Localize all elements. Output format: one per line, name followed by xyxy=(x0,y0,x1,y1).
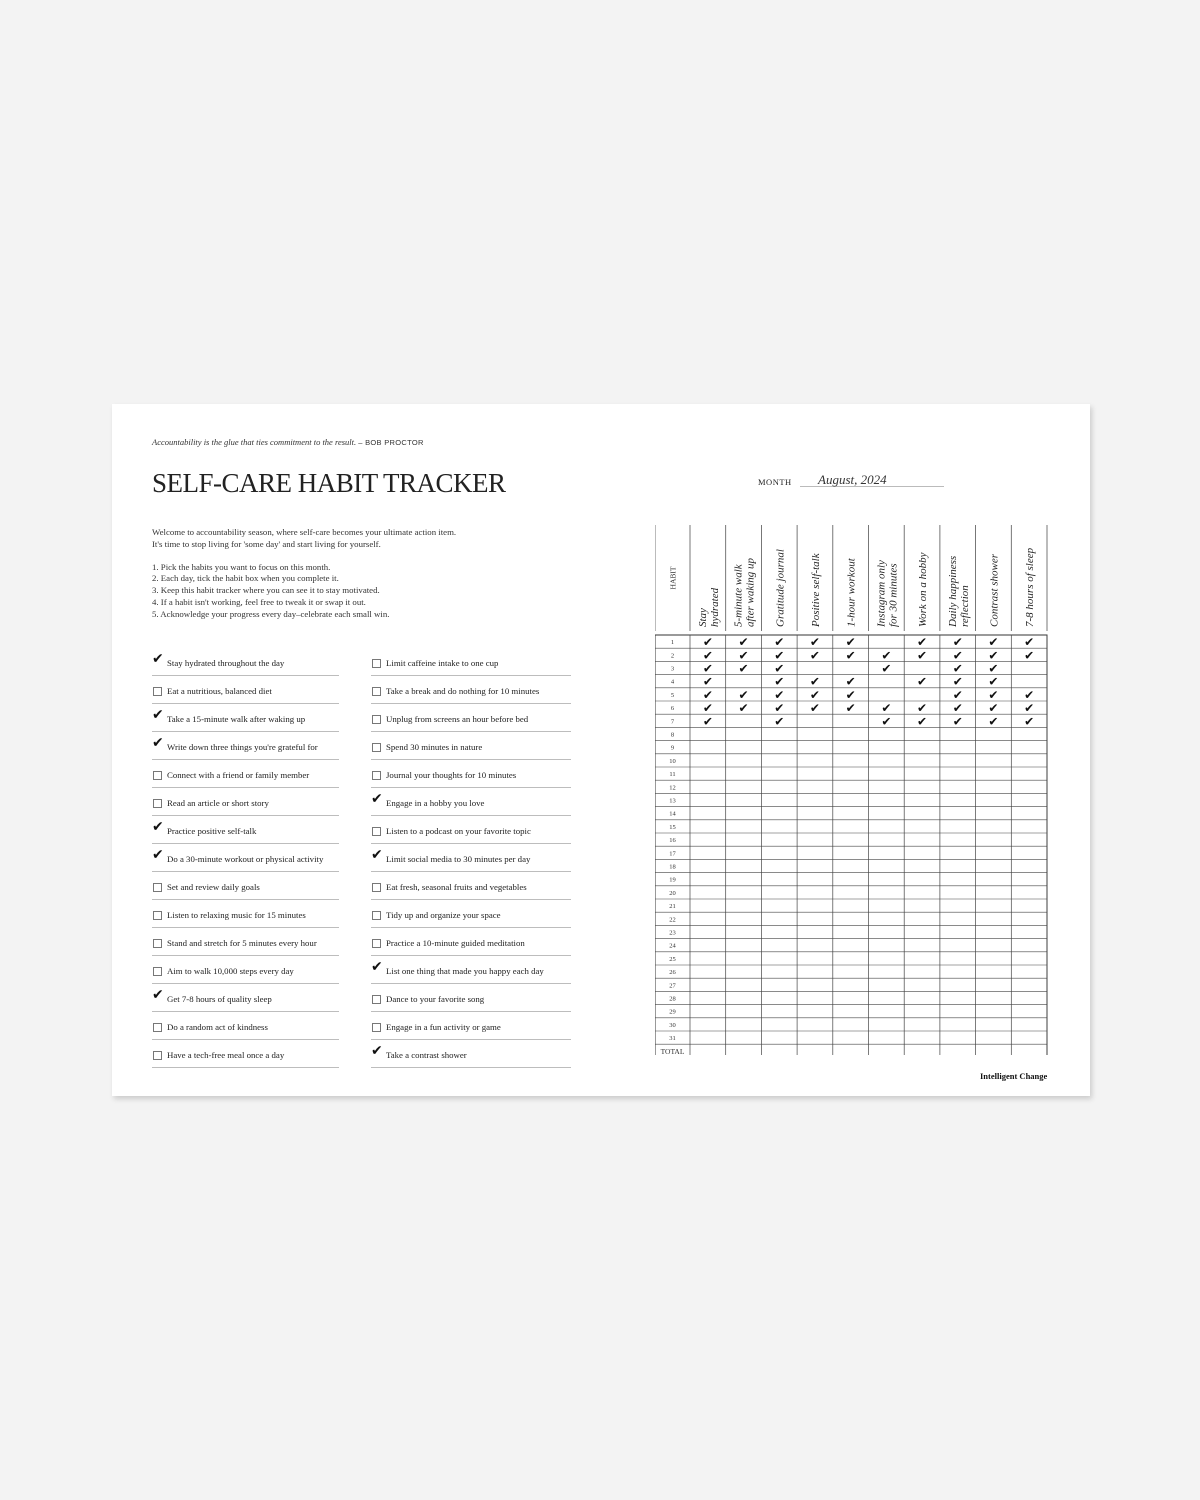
checklist-item[interactable] xyxy=(152,929,339,956)
tracker-checkmark[interactable]: ✔ xyxy=(738,701,749,716)
checklist-item[interactable] xyxy=(152,761,339,788)
checklist-item-label: Do a 30-minute workout or physical activity xyxy=(167,854,324,864)
tracker-checkmark[interactable]: ✔ xyxy=(881,648,892,663)
habit-name[interactable]: reflection xyxy=(958,585,971,627)
checklist-item[interactable] xyxy=(371,873,571,900)
habit-checklist-left xyxy=(152,649,339,1069)
checklist-item[interactable] xyxy=(371,1041,571,1068)
checkbox[interactable] xyxy=(153,883,162,892)
tracker-checkmark[interactable]: ✔ xyxy=(952,687,963,702)
tracker-checkmark[interactable]: ✔ xyxy=(952,661,963,676)
tracker-checkmark[interactable]: ✔ xyxy=(845,674,856,689)
checkmark-icon[interactable]: ✔ xyxy=(152,707,164,723)
checklist-item[interactable] xyxy=(152,901,339,928)
checklist-item-label: Spend 30 minutes in nature xyxy=(386,742,483,752)
checklist-item[interactable] xyxy=(371,677,571,704)
checklist-item[interactable] xyxy=(152,873,339,900)
tracker-checkmark[interactable]: ✔ xyxy=(988,687,999,702)
tracker-checkmark[interactable]: ✔ xyxy=(702,648,713,663)
checkmark-icon[interactable]: ✔ xyxy=(152,819,164,835)
checkmark-icon[interactable]: ✔ xyxy=(152,735,164,751)
habit-name[interactable]: Work on a hobby xyxy=(917,552,930,627)
checkmark-icon[interactable]: ✔ xyxy=(152,651,164,667)
habit-tracker-grid xyxy=(655,525,1049,1055)
checkbox[interactable] xyxy=(372,715,381,724)
instruction-step: 5. Acknowledge your progress every day–celebrate each small win. xyxy=(152,608,390,619)
tracker-checkmark[interactable]: ✔ xyxy=(988,648,999,663)
checkbox[interactable] xyxy=(372,659,381,668)
checklist-item-label: Listen to a podcast on your favorite topic xyxy=(386,826,531,836)
checkbox[interactable] xyxy=(153,967,162,976)
day-number: 29 xyxy=(669,1008,676,1016)
tracker-checkmark[interactable]: ✔ xyxy=(881,701,892,716)
checkbox[interactable] xyxy=(372,939,381,948)
tracker-checkmark[interactable]: ✔ xyxy=(774,701,785,716)
checklist-item[interactable] xyxy=(152,649,339,676)
intro xyxy=(152,527,572,621)
checklist-item-label: Stay hydrated throughout the day xyxy=(167,658,285,668)
tracker-page xyxy=(112,404,1090,1096)
instruction-step: 4. If a habit isn't working, feel free to tweak it or swap it out. xyxy=(152,596,366,607)
instruction-list xyxy=(152,562,572,621)
checklist-item-label: Eat fresh, seasonal fruits and vegetables xyxy=(386,882,527,892)
checklist-item-label: Eat a nutritious, balanced diet xyxy=(167,686,272,696)
intro-line: Welcome to accountability season, where self-care becomes your ultimate action item. xyxy=(152,527,457,537)
checklist-item-label: Limit caffeine intake to one cup xyxy=(386,658,499,668)
tracker-checkmark[interactable]: ✔ xyxy=(988,661,999,676)
checklist-item[interactable] xyxy=(371,929,571,956)
tracker-checkmark[interactable]: ✔ xyxy=(917,674,928,689)
checklist-item-label: Limit social media to 30 minutes per day xyxy=(386,854,531,864)
checkbox[interactable] xyxy=(153,799,162,808)
checkbox[interactable] xyxy=(372,771,381,780)
quote xyxy=(152,437,424,447)
tracker-checkmark[interactable]: ✔ xyxy=(702,714,713,729)
checklist-item-label: Write down three things you're grateful for xyxy=(167,742,318,752)
checklist-item-label: Practice positive self-talk xyxy=(167,826,257,836)
month-field[interactable]: August, 2024 xyxy=(818,472,887,487)
brand-logo: Intelligent Change xyxy=(980,1071,1048,1081)
quote-text: Accountability is the glue that ties commitment to the result. xyxy=(152,437,357,447)
habit-name[interactable]: Stay xyxy=(696,608,709,627)
checklist-item-label: Unplug from screens an hour before bed xyxy=(386,714,529,724)
checkbox[interactable] xyxy=(372,1023,381,1032)
habit-name[interactable]: Positive self-talk xyxy=(809,553,822,627)
tracker-checkmark[interactable]: ✔ xyxy=(774,674,785,689)
habit-name[interactable]: Instagram only xyxy=(875,560,888,627)
tracker-checkmark[interactable]: ✔ xyxy=(845,687,856,702)
checklist-item[interactable] xyxy=(371,845,571,872)
day-number: 31 xyxy=(669,1035,676,1043)
checkbox[interactable] xyxy=(372,911,381,920)
tracker-checkmark[interactable]: ✔ xyxy=(845,648,856,663)
tracker-checkmark[interactable]: ✔ xyxy=(881,714,892,729)
day-number: 11 xyxy=(669,771,676,779)
tracker-checkmark[interactable]: ✔ xyxy=(952,714,963,729)
checklist-item-label: Practice a 10-minute guided meditation xyxy=(386,938,525,948)
day-number: 2 xyxy=(670,652,675,660)
checkbox[interactable] xyxy=(153,939,162,948)
day-number: 24 xyxy=(669,942,676,950)
checklist-item-label: Set and review daily goals xyxy=(167,882,260,892)
tracker-checkmark[interactable]: ✔ xyxy=(774,635,785,650)
tracker-checkmark[interactable]: ✔ xyxy=(917,648,928,663)
day-number: 4 xyxy=(670,678,675,686)
day-number: 17 xyxy=(669,850,676,858)
checklist-item-label: Take a 15-minute walk after waking up xyxy=(167,714,306,724)
habit-name[interactable]: 7-8 hours of sleep xyxy=(1024,547,1037,627)
day-number: 5 xyxy=(670,691,675,699)
checkmark-icon[interactable]: ✔ xyxy=(371,847,383,863)
checklist-item[interactable] xyxy=(152,845,339,872)
checkbox[interactable] xyxy=(372,995,381,1004)
tracker-checkmark[interactable]: ✔ xyxy=(1024,714,1035,729)
habit-name[interactable]: Contrast shower xyxy=(988,553,1001,627)
tracker-checkmark[interactable]: ✔ xyxy=(702,674,713,689)
habit-name[interactable]: for 30 minutes xyxy=(887,563,900,627)
checklist-item-label: Have a tech-free meal once a day xyxy=(167,1050,285,1060)
checklist-item[interactable] xyxy=(371,761,571,788)
tracker-checkmark[interactable]: ✔ xyxy=(917,701,928,716)
day-number: 7 xyxy=(670,718,675,726)
tracker-checkmark[interactable]: ✔ xyxy=(917,635,928,650)
checkbox[interactable] xyxy=(153,911,162,920)
tracker-checkmark[interactable]: ✔ xyxy=(952,674,963,689)
intro-line: It's time to stop living for 'some day' and start living for yourself. xyxy=(152,538,381,549)
checklist-item-label: Connect with a friend or family member xyxy=(167,770,310,780)
tracker-checkmark[interactable]: ✔ xyxy=(774,687,785,702)
month-label: MONTH xyxy=(758,477,792,487)
checklist-item-label: Stand and stretch for 5 minutes every hour xyxy=(167,938,317,948)
habit-name[interactable]: Gratitude journal xyxy=(774,549,787,627)
checkbox[interactable] xyxy=(153,771,162,780)
checklist-item[interactable] xyxy=(371,649,571,676)
day-number: 23 xyxy=(669,929,676,937)
checklist-item[interactable] xyxy=(371,985,571,1012)
day-number: 1 xyxy=(670,639,675,647)
checkbox[interactable] xyxy=(372,827,381,836)
checkbox[interactable] xyxy=(372,883,381,892)
habit-name[interactable]: 5-minute walk xyxy=(732,564,745,627)
checklist-item[interactable] xyxy=(152,817,339,844)
checklist-item[interactable] xyxy=(152,957,339,984)
day-number: 27 xyxy=(669,982,676,990)
checklist-item-label: Read an article or short story xyxy=(167,798,269,808)
checklist-item[interactable] xyxy=(152,789,339,816)
checklist-item-label: Aim to walk 10,000 steps every day xyxy=(167,966,294,976)
tracker-checkmark[interactable]: ✔ xyxy=(845,701,856,716)
tracker-checkmark[interactable]: ✔ xyxy=(809,687,820,702)
tracker-checkmark[interactable]: ✔ xyxy=(1024,635,1035,650)
checklist-item[interactable] xyxy=(371,733,571,760)
tracker-checkmark[interactable]: ✔ xyxy=(702,687,713,702)
checklist-item-label: Do a random act of kindness xyxy=(167,1022,268,1032)
day-number: 12 xyxy=(669,784,676,792)
checklist-item-label: Journal your thoughts for 10 minutes xyxy=(386,770,517,780)
tracker-checkmark[interactable]: ✔ xyxy=(774,661,785,676)
instruction-step: 2. Each day, tick the habit box when you complete it. xyxy=(152,573,339,584)
tracker-checkmark[interactable]: ✔ xyxy=(809,635,820,650)
tracker-checkmark[interactable]: ✔ xyxy=(845,635,856,650)
day-number: 22 xyxy=(669,916,676,924)
tracker-checkmark[interactable]: ✔ xyxy=(952,635,963,650)
tracker-checkmark[interactable]: ✔ xyxy=(988,674,999,689)
day-number: 18 xyxy=(669,863,676,871)
total-label: TOTAL xyxy=(660,1046,685,1055)
checklist-item[interactable] xyxy=(152,985,339,1012)
tracker-checkmark[interactable]: ✔ xyxy=(917,714,928,729)
habit-checklist-right xyxy=(371,649,571,1069)
checkbox[interactable] xyxy=(372,743,381,752)
tracker-checkmark[interactable]: ✔ xyxy=(1024,701,1035,716)
day-number: 3 xyxy=(670,665,675,673)
checklist-item[interactable] xyxy=(371,1013,571,1040)
checklist-item[interactable] xyxy=(152,705,339,732)
page-title: SELF-CARE HABIT TRACKER xyxy=(152,468,506,498)
tracker-checkmark[interactable]: ✔ xyxy=(738,661,749,676)
checklist-item-label: Get 7-8 hours of quality sleep xyxy=(167,994,272,1004)
checklist-item-label: Take a contrast shower xyxy=(386,1050,467,1060)
tracker-checkmark[interactable]: ✔ xyxy=(738,635,749,650)
checklist-item[interactable] xyxy=(371,817,571,844)
day-number: 19 xyxy=(669,876,676,884)
checkbox[interactable] xyxy=(153,687,162,696)
quote-author: – BOB PROCTOR xyxy=(358,438,424,447)
checkmark-icon[interactable]: ✔ xyxy=(152,987,164,1003)
day-number: 20 xyxy=(669,889,676,897)
tracker-checkmark[interactable]: ✔ xyxy=(702,635,713,650)
tracker-checkmark[interactable]: ✔ xyxy=(1024,687,1035,702)
day-number: 9 xyxy=(670,744,675,752)
day-number: 26 xyxy=(669,969,676,977)
checkmark-icon[interactable]: ✔ xyxy=(371,959,383,975)
day-number: 28 xyxy=(669,995,676,1003)
day-number: 6 xyxy=(670,705,675,713)
checklist-item[interactable] xyxy=(152,677,339,704)
tracker-checkmark[interactable]: ✔ xyxy=(952,648,963,663)
instruction-step: 3. Keep this habit tracker where you can see it to stay motivated. xyxy=(152,585,380,596)
checklist-item-label: Listen to relaxing music for 15 minutes xyxy=(167,910,306,920)
tracker-checkmark[interactable]: ✔ xyxy=(809,701,820,716)
checkmark-icon[interactable]: ✔ xyxy=(152,847,164,863)
checkbox[interactable] xyxy=(372,687,381,696)
habit-column-header: HABIT xyxy=(668,566,678,590)
tracker-checkmark[interactable]: ✔ xyxy=(809,674,820,689)
tracker-checkmark[interactable]: ✔ xyxy=(881,661,892,676)
checklist-item[interactable] xyxy=(152,1013,339,1040)
day-number: 25 xyxy=(669,955,676,963)
checklist-item[interactable] xyxy=(152,733,339,760)
day-number: 14 xyxy=(669,810,676,818)
checkmark-icon[interactable]: ✔ xyxy=(371,1043,383,1059)
checklist-item-label: List one thing that made you happy each day xyxy=(386,966,544,976)
checklist-item-label: Engage in a hobby you love xyxy=(386,798,485,808)
checklist-item-label: Engage in a fun activity or game xyxy=(386,1022,501,1032)
checklist-item-label: Dance to your favorite song xyxy=(386,994,485,1004)
tracker-checkmark[interactable]: ✔ xyxy=(738,687,749,702)
checklist-item[interactable] xyxy=(371,901,571,928)
day-number: 13 xyxy=(669,797,676,805)
tracker-checkmark[interactable]: ✔ xyxy=(702,701,713,716)
tracker-checkmark[interactable]: ✔ xyxy=(738,648,749,663)
checklist-item[interactable] xyxy=(371,789,571,816)
habit-name[interactable]: 1-hour workout xyxy=(845,558,858,627)
day-number: 15 xyxy=(669,823,676,831)
checklist-item[interactable] xyxy=(152,1041,339,1068)
habit-name[interactable]: hydrated xyxy=(708,587,721,627)
tracker-checkmark[interactable]: ✔ xyxy=(809,648,820,663)
habit-name[interactable]: Daily happiness xyxy=(946,555,959,627)
tracker-checkmark[interactable]: ✔ xyxy=(1024,648,1035,663)
tracker-checkmark[interactable]: ✔ xyxy=(774,714,785,729)
habit-name[interactable]: after waking up xyxy=(744,557,757,627)
checkmark-icon[interactable]: ✔ xyxy=(371,791,383,807)
day-number: 21 xyxy=(669,903,676,911)
tracker-checkmark[interactable]: ✔ xyxy=(988,635,999,650)
day-number: 10 xyxy=(669,757,676,765)
checklist-item-label: Take a break and do nothing for 10 minutes xyxy=(386,686,540,696)
tracker-checkmark[interactable]: ✔ xyxy=(702,661,713,676)
tracker-checkmark[interactable]: ✔ xyxy=(988,714,999,729)
checklist-item[interactable] xyxy=(371,705,571,732)
day-number: 8 xyxy=(670,731,675,739)
checkbox[interactable] xyxy=(153,1051,162,1060)
tracker-checkmark[interactable]: ✔ xyxy=(952,701,963,716)
checklist-item[interactable] xyxy=(371,957,571,984)
day-number: 30 xyxy=(669,1021,676,1029)
tracker-checkmark[interactable]: ✔ xyxy=(774,648,785,663)
checkbox[interactable] xyxy=(153,1023,162,1032)
tracker-checkmark[interactable]: ✔ xyxy=(988,701,999,716)
day-number: 16 xyxy=(669,837,676,845)
instruction-step: 1. Pick the habits you want to focus on this month. xyxy=(152,561,331,572)
checklist-item-label: Tidy up and organize your space xyxy=(386,910,501,920)
